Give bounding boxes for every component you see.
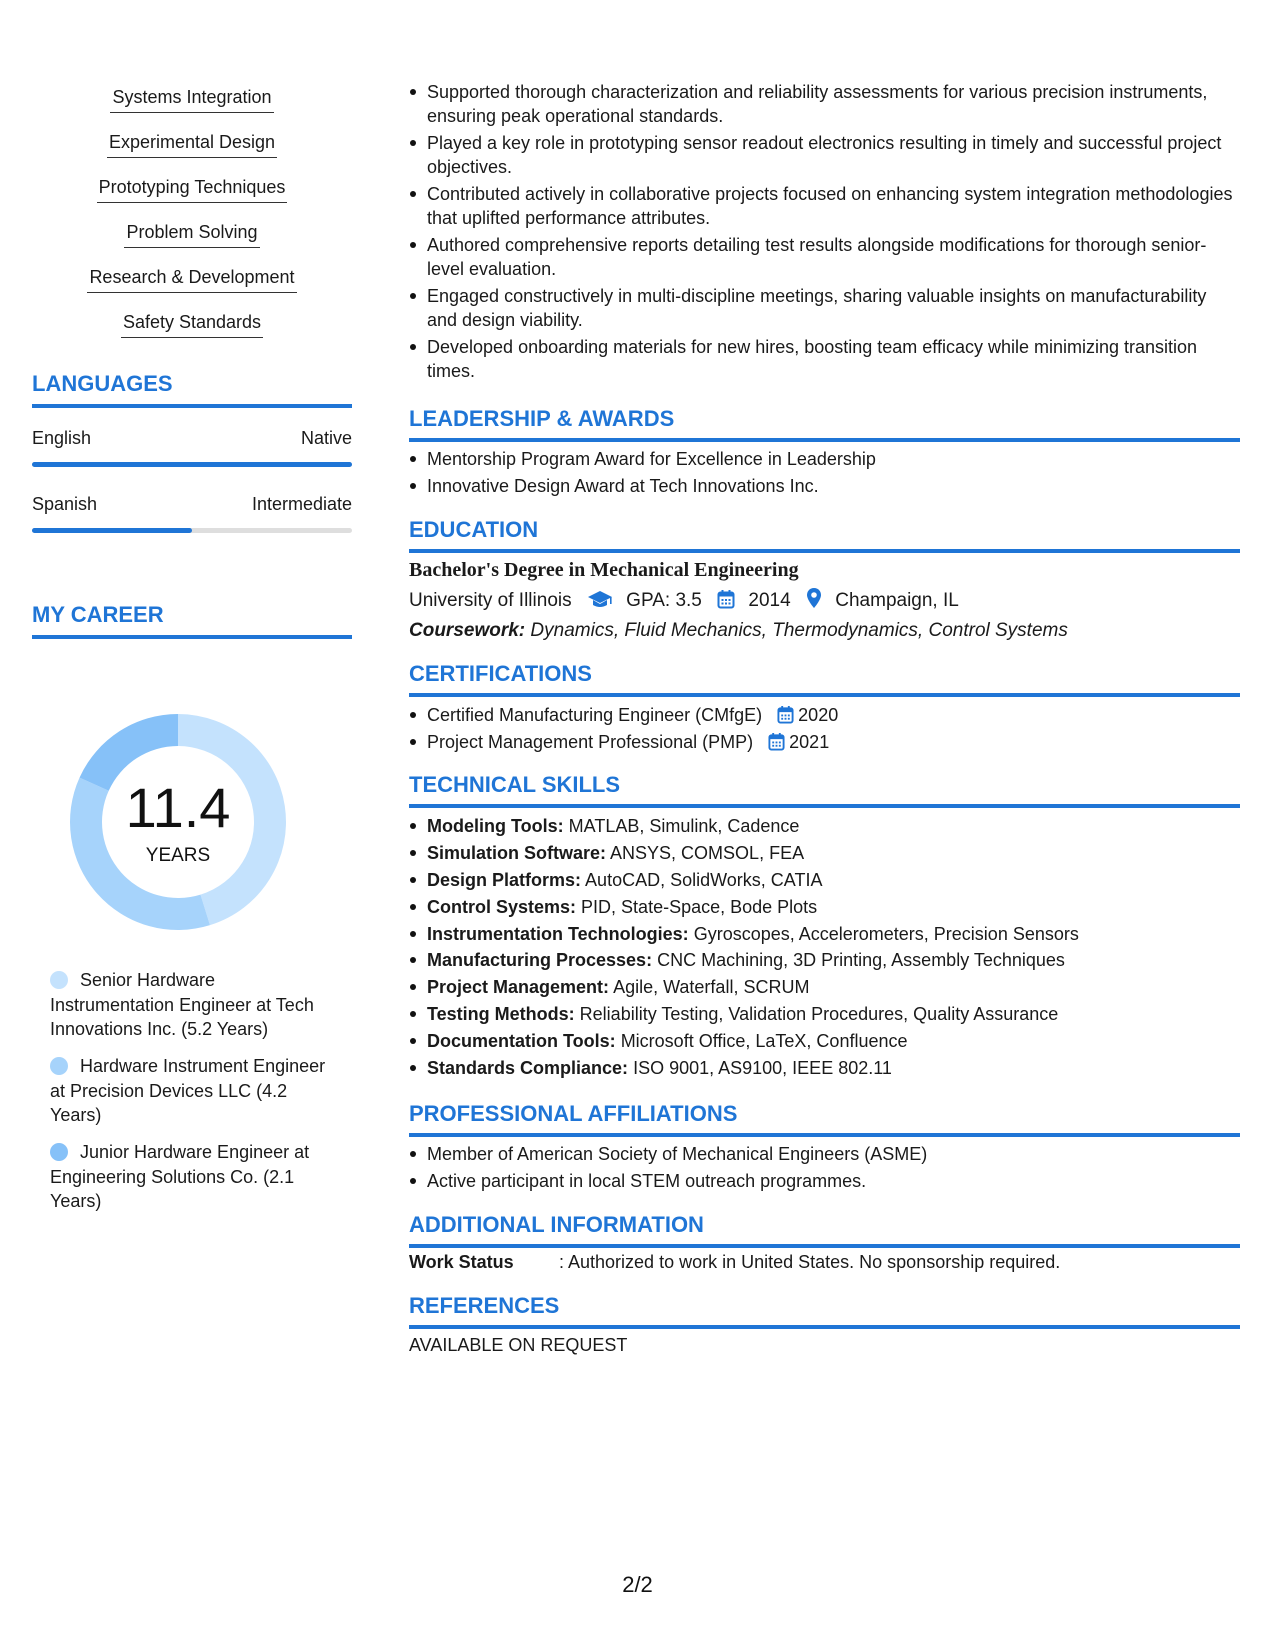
list-item: Documentation Tools: Microsoft Office, LaTeX, Confluence xyxy=(409,1029,1240,1053)
affiliations-heading: PROFESSIONAL AFFILIATIONS xyxy=(409,1100,1240,1137)
list-item: Innovative Design Award at Tech Innovations Inc. xyxy=(409,474,1240,498)
certification-year: 2021 xyxy=(789,731,830,752)
languages-heading: LANGUAGES xyxy=(32,370,352,408)
technical-skills-list xyxy=(409,814,1240,1083)
list-item: Authored comprehensive reports detailing test results alongside modifications for thorough senior-level evaluation. xyxy=(409,233,1240,281)
leadership-heading: LEADERSHIP & AWARDS xyxy=(409,405,1240,442)
additional-info-heading: ADDITIONAL INFORMATION xyxy=(409,1211,1240,1248)
legend-dot-icon xyxy=(50,971,68,989)
list-item: Active participant in local STEM outreach programmes. xyxy=(409,1169,1240,1193)
language-proficiency-bar xyxy=(32,528,352,533)
certification-year: 2020 xyxy=(798,705,839,725)
list-item: Project Management: Agile, Waterfall, SCRUM xyxy=(409,975,1240,999)
list-item: Contributed actively in collaborative projects focused on enhancing system integration methodologies that uplifted performance attributes. xyxy=(409,182,1240,230)
skill-item: Prototyping Techniques xyxy=(32,174,352,219)
school-location: Champaign, IL xyxy=(835,590,959,611)
list-item: Developed onboarding materials for new hires, boosting team efficacy while minimizing transition times. xyxy=(409,335,1240,383)
leadership-list xyxy=(409,447,1240,501)
education-entry xyxy=(409,557,1240,644)
technical-skills-heading: TECHNICAL SKILLS xyxy=(409,771,1240,808)
list-item: Engaged constructively in multi-discipline meetings, sharing valuable insights on manufacturability and design viability. xyxy=(409,284,1240,332)
list-item: Testing Methods: Reliability Testing, Validation Procedures, Quality Assurance xyxy=(409,1002,1240,1026)
school-name: University of Illinois xyxy=(409,590,572,611)
career-total-unit: YEARS xyxy=(145,845,211,866)
skill-item: Experimental Design xyxy=(32,129,352,174)
references-heading: REFERENCES xyxy=(409,1292,1240,1329)
list-item: Played a key role in prototyping sensor readout electronics resulting in timely and successful project objectives. xyxy=(409,131,1240,179)
career-total-years: 11.4 xyxy=(125,776,231,839)
skill-item: Research & Development xyxy=(32,264,352,309)
language-proficiency-bar xyxy=(32,462,352,467)
graduation-year: 2014 xyxy=(748,590,791,611)
skill-item: Problem Solving xyxy=(32,219,352,264)
language-name: Spanish xyxy=(32,494,98,514)
work-status xyxy=(409,1250,1240,1274)
list-item xyxy=(409,703,1240,727)
work-status-value: : Authorized to work in United States. No sponsorship required. xyxy=(559,1252,1061,1272)
certifications-heading: CERTIFICATIONS xyxy=(409,660,1240,697)
list-item: Control Systems: PID, State-Space, Bode Plots xyxy=(409,895,1240,919)
location-pin-icon xyxy=(806,587,822,609)
education-meta xyxy=(409,587,1240,614)
language-level: Intermediate xyxy=(251,494,352,514)
coursework-list: Dynamics, Fluid Mechanics, Thermodynamics, Control Systems xyxy=(530,620,1068,641)
references-text: AVAILABLE ON REQUEST xyxy=(409,1335,628,1355)
gpa: GPA: 3.5 xyxy=(626,590,702,611)
affiliations-list xyxy=(409,1142,1240,1196)
language-proficiency-fill xyxy=(32,528,192,533)
list-item: Member of American Society of Mechanical Engineers (ASME) xyxy=(409,1142,1240,1166)
degree-title: Bachelor's Degree in Mechanical Engineering xyxy=(409,559,799,581)
coursework xyxy=(409,618,1240,644)
career-legend-item: Junior Hardware Engineer at Engineering Solutions Co. (2.1 Years) xyxy=(50,1142,310,1211)
coursework-label: Coursework: xyxy=(409,620,526,641)
list-item: Manufacturing Processes: CNC Machining, 3D Printing, Assembly Techniques xyxy=(409,948,1240,972)
list-item: Modeling Tools: MATLAB, Simulink, Cadence xyxy=(409,814,1240,838)
work-status-label: Work Status xyxy=(409,1252,514,1272)
page-number: 2/2 xyxy=(622,1572,653,1597)
skill-item: Safety Standards xyxy=(32,309,352,354)
certifications-list xyxy=(409,703,1240,757)
legend-dot-icon xyxy=(50,1057,68,1075)
language-name: English xyxy=(32,428,92,448)
certification-name: Project Management Professional (PMP) xyxy=(427,731,754,752)
calendar-icon xyxy=(777,705,794,724)
legend-dot-icon xyxy=(50,1143,68,1161)
list-item: Simulation Software: ANSYS, COMSOL, FEA xyxy=(409,841,1240,865)
language-level: Native xyxy=(300,428,352,448)
list-item: Mentorship Program Award for Excellence in Leadership xyxy=(409,447,1240,471)
calendar-icon xyxy=(768,732,785,751)
graduation-cap-icon xyxy=(587,589,613,609)
education-heading: EDUCATION xyxy=(409,516,1240,553)
career-heading: MY CAREER xyxy=(32,601,352,639)
list-item: Supported thorough characterization and reliability assessments for various precision instruments, ensuring peak operational standards. xyxy=(409,80,1240,128)
experience-bullets xyxy=(409,80,1240,386)
skills-list xyxy=(32,84,352,354)
list-item: Standards Compliance: ISO 9001, AS9100, IEEE 802.11 xyxy=(409,1056,1240,1080)
list-item: Instrumentation Technologies: Gyroscopes, Accelerometers, Precision Sensors xyxy=(409,922,1240,946)
career-legend-item: Senior Hardware Instrumentation Engineer at Tech Innovations Inc. (5.2 Years) xyxy=(50,970,314,1039)
calendar-icon xyxy=(717,589,735,609)
language-proficiency-fill xyxy=(32,462,352,467)
list-item: Design Platforms: AutoCAD, SolidWorks, CATIA xyxy=(409,868,1240,892)
career-legend-item: Hardware Instrument Engineer at Precision Devices LLC (4.2 Years) xyxy=(50,1056,326,1125)
list-item xyxy=(409,730,1240,754)
certification-name: Certified Manufacturing Engineer (CMfgE) xyxy=(427,705,763,725)
skill-item: Systems Integration xyxy=(32,84,352,129)
